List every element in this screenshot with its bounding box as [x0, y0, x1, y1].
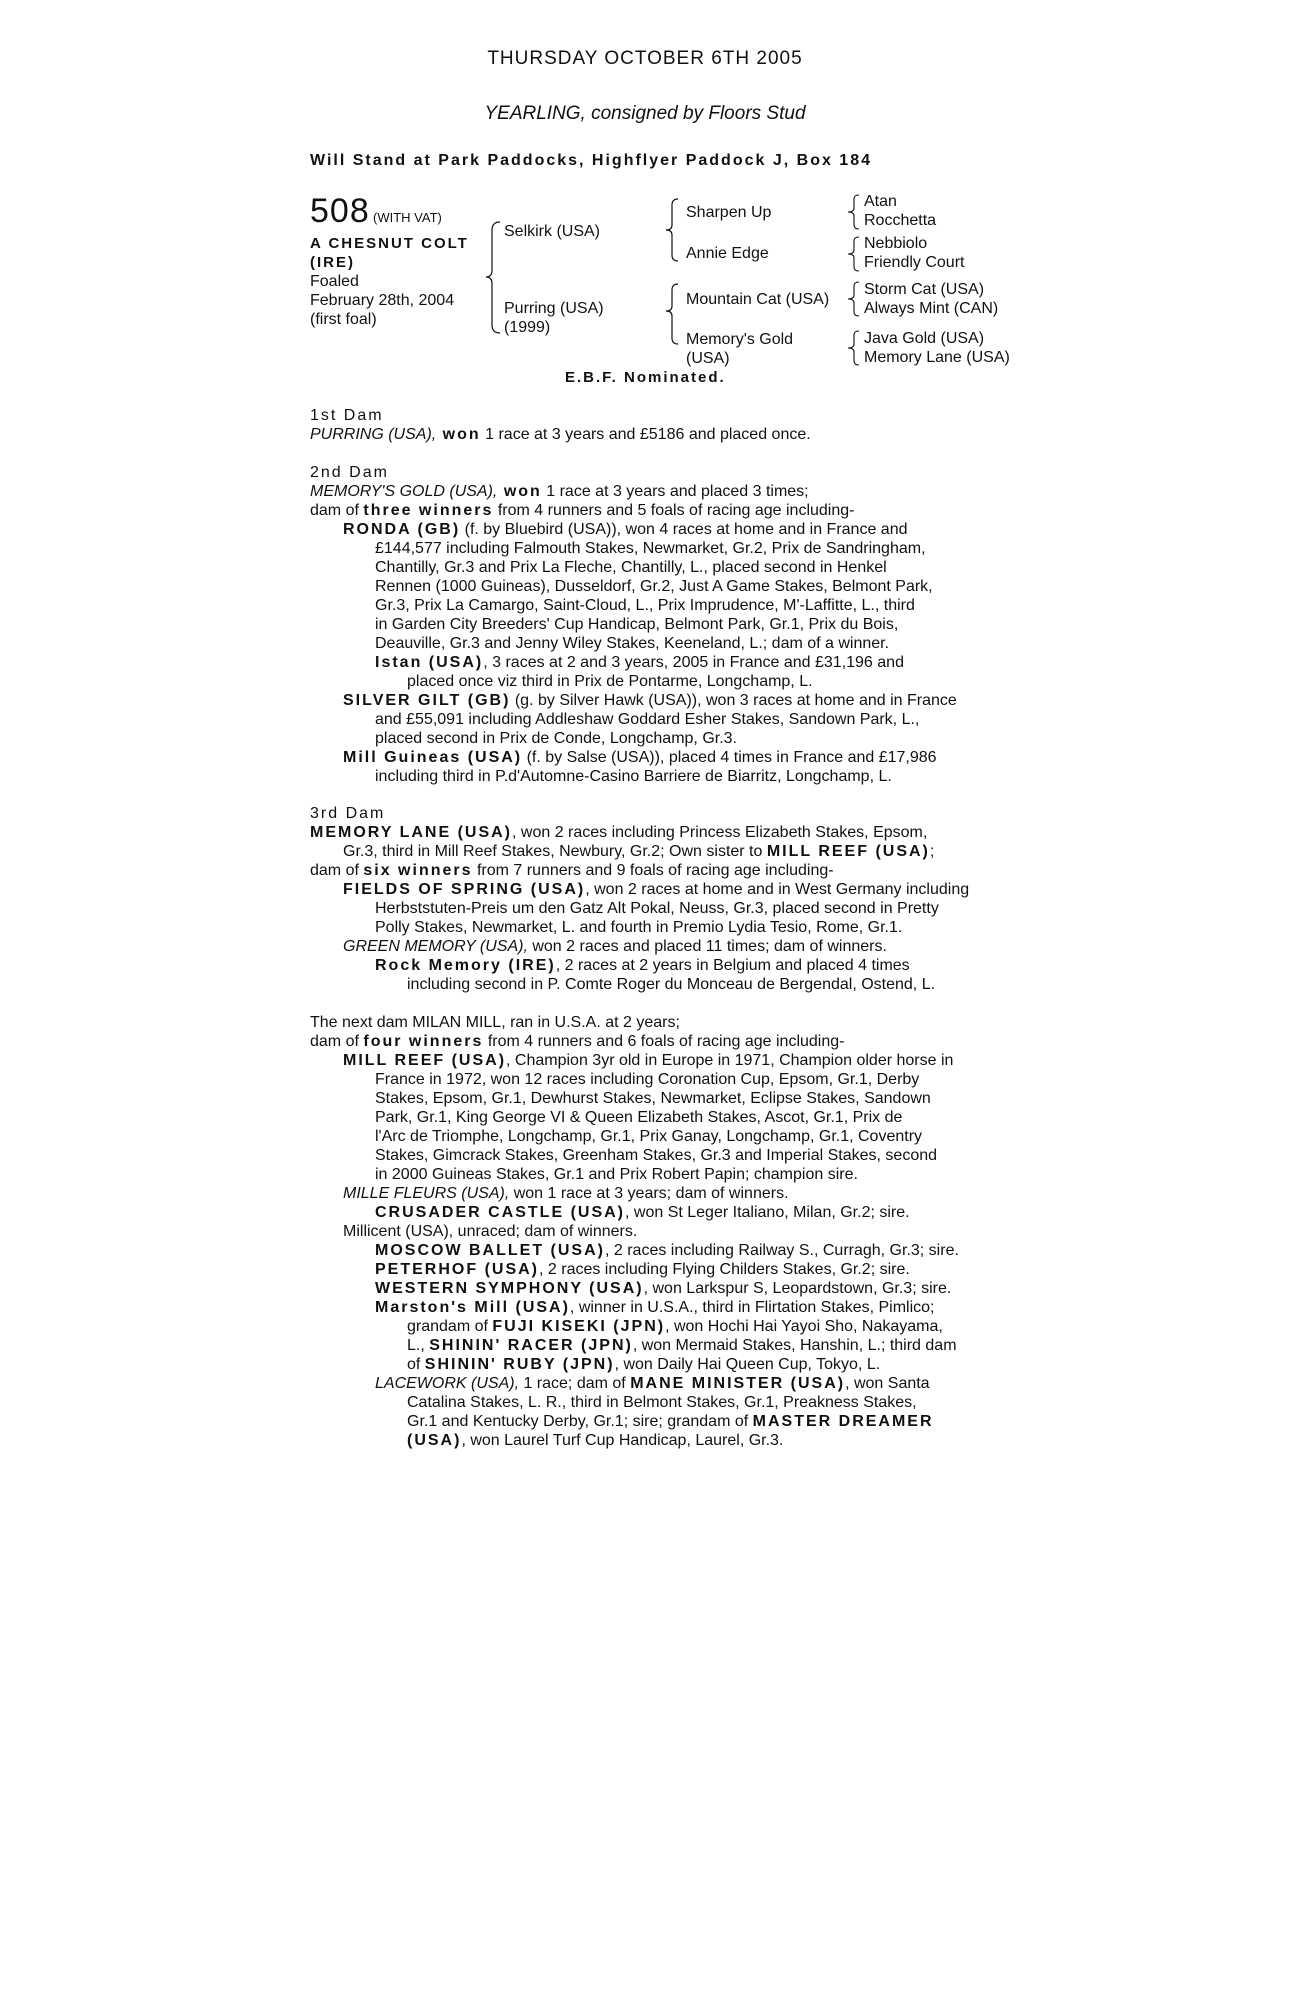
dam-name: PURRING (USA),	[310, 426, 437, 443]
first-dam-section: 1st Dam PURRING (USA), won 1 race at 3 years and £5186 and placed once.	[310, 406, 990, 444]
dd-brace	[845, 329, 863, 367]
foaled-label: Foaled	[310, 273, 359, 290]
foal-note: (first foal)	[310, 311, 377, 328]
lot-number: 508	[310, 192, 370, 230]
sire-line-brace	[664, 197, 684, 263]
sire-dam: Annie Edge	[686, 245, 769, 262]
sd-brace	[845, 235, 863, 273]
dds: Java Gold (USA)	[864, 330, 985, 347]
stand-location: Will Stand at Park Paddocks, Highflyer Paddock J, Box 184	[310, 152, 872, 169]
dsd: Always Mint (CAN)	[864, 300, 999, 317]
ssd: Rocchetta	[864, 212, 937, 229]
second-dam-section: 2nd Dam MEMORY'S GOLD (USA), won 1 race at 3 years and placed 3 times; dam of three winners from 4 runners and 5 foals of racing age including- RONDA (GB) (f. by Bluebird (USA)), won 4 races at home and in France and £144,577 including Falmouth Stakes, Newmarket, Gr.2, Prix de Sandringham, Chantilly, Gr.3 and Prix La Fleche, Chantilly, L., placed second in Henkel Rennen (1000 Guineas), Dusseldorf, Gr.2, Just A Game Stakes, Belmont Park, Gr.3, Prix La Camargo, Saint-Cloud, L., Prix Imprudence, M'-Laffitte, L., third in Garden City Breeders' Cup Handicap, Belmont Park, Gr.1, Prix du Bois, Deauville, Gr.3 and Jenny Wiley Stakes, Keeneland, L.; dam of a winner. Istan (USA), 3 races at 2 and 3 years, 2005 in France and £31,196 and placed once viz third in Prix de Pontarme, Longchamp, L. SILVER GILT (GB) (g. by Silver Hawk (USA)), won 3 races at home and in France and £55,091 including Addleshaw Goddard Esher Stakes, Sandown Park, L., placed second in Prix de Conde, Longchamp, Gr.3. Mill Guineas (USA) (f. by Salse (USA)), placed 4 times in France and £17,986 including third in P.d'Automne-Casino Barriere de Biarritz, Longchamp, L.	[310, 463, 990, 786]
third-dam-section: 3rd Dam MEMORY LANE (USA), won 2 races including Princess Elizabeth Stakes, Epsom, Gr.3, third in Mill Reef Stakes, Newbury, Gr.2; Own sister to MILL REEF (USA); dam of six winners from 7 runners and 9 foals of racing age including- FIELDS OF SPRING (USA), won 2 races at home and in West Germany including Herbststuten-Preis um den Gatz Alt Pokal, Neuss, Gr.3, placed second in Pretty Polly Stakes, Newmarket, L. and fourth in Premio Lydia Tesio, Rome, Gr.1. GREEN MEMORY (USA), won 2 races and placed 11 times; dam of winners. Rock Memory (IRE), 2 races at 2 years in Belgium and placed 4 times including second in P. Comte Roger du Monceau de Bergendal, Ostend, L.	[310, 804, 990, 994]
ebf-nominated: E.B.F. Nominated.	[565, 369, 726, 386]
consignor-line: YEARLING, consigned by Floors Stud	[484, 103, 806, 124]
third-dam-heading: 3rd Dam	[310, 805, 386, 822]
first-dam-heading: 1st Dam	[310, 407, 384, 424]
dam-line-brace	[664, 282, 684, 346]
foaling-date: February 28th, 2004	[310, 292, 455, 309]
sale-date: THURSDAY OCTOBER 6TH 2005	[487, 48, 803, 69]
sds: Nebbiolo	[864, 235, 928, 252]
ss-brace	[845, 193, 863, 231]
next-dam-section: The next dam MILAN MILL, ran in U.S.A. at 2 years; dam of four winners from 4 runners and 6 foals of racing age including- MILL REEF (USA), Champion 3yr old in Europe in 1971, Champion older horse in France in 1972, won 12 races including Coronation Cup, Epsom, Gr.1, Derby Stakes, Epsom, Gr.1, Dewhurst Stakes, Newmarket, Eclipse Stakes, Sandown Park, Gr.1, King George VI & Queen Elizabeth Stakes, Ascot, Gr.1, Prix de l'Arc de Triomphe, Longchamp, Gr.1, Prix Ganay, Longchamp, Gr.1, Coventry Stakes, Gimcrack Stakes, Greenham Stakes, Gr.3 and Imperial Stakes, second in 2000 Guineas Stakes, Gr.1 and Prix Robert Papin; champion sire. MILLE FLEURS (USA), won 1 race at 3 years; dam of winners. CRUSADER CASTLE (USA), won St Leger Italiano, Milan, Gr.2; sire. Millicent (USA), unraced; dam of winners. MOSCOW BALLET (USA), 2 races including Railway S., Curragh, Gr.3; sire. PETERHOF (USA), 2 races including Flying Childers Stakes, Gr.2; sire. WESTERN SYMPHONY (USA), won Larkspur S, Leopardstown, Gr.3; sire. Marston's Mill (USA), winner in U.S.A., third in Flirtation Stakes, Pimlico; grandam of FUJI KISEKI (JPN), won Hochi Hai Yayoi Sho, Nakayama, L., SHININ' RACER (JPN), won Mermaid Stakes, Hanshin, L.; third dam of SHININ' RUBY (JPN), won Daily Hai Queen Cup, Tokyo, L. LACEWORK (USA), 1 race; dam of MANE MINISTER (USA), won Santa Catalina Stakes, L. R., third in Belmont Stakes, Gr.1, Preakness Stakes, Gr.1 and Kentucky Derby, Gr.1; sire; grandam of MASTER DREAMER (USA), won Laurel Turf Cup Handicap, Laurel, Gr.3.	[310, 1014, 959, 1449]
dam-dam: Memory's Gold	[686, 331, 794, 348]
sdd: Friendly Court	[864, 254, 965, 271]
dam-year: (1999)	[504, 319, 551, 336]
sire-sire: Sharpen Up	[686, 204, 772, 221]
second-dam-heading: 2nd Dam	[310, 464, 389, 481]
dss: Storm Cat (USA)	[864, 281, 985, 298]
sss: Atan	[864, 193, 897, 210]
dam-sire: Mountain Cat (USA)	[686, 291, 830, 308]
ds-brace	[845, 280, 863, 318]
lot-description: A CHESNUT COLT	[310, 235, 469, 252]
sire: Selkirk (USA)	[504, 223, 601, 240]
vat-note: (WITH VAT)	[373, 210, 442, 225]
ddd: Memory Lane (USA)	[864, 349, 1010, 366]
dam: Purring (USA)	[504, 300, 604, 317]
dam-dam-country: (USA)	[686, 350, 730, 367]
lot-country: (IRE)	[310, 254, 355, 271]
sire-dam-brace	[484, 220, 506, 335]
